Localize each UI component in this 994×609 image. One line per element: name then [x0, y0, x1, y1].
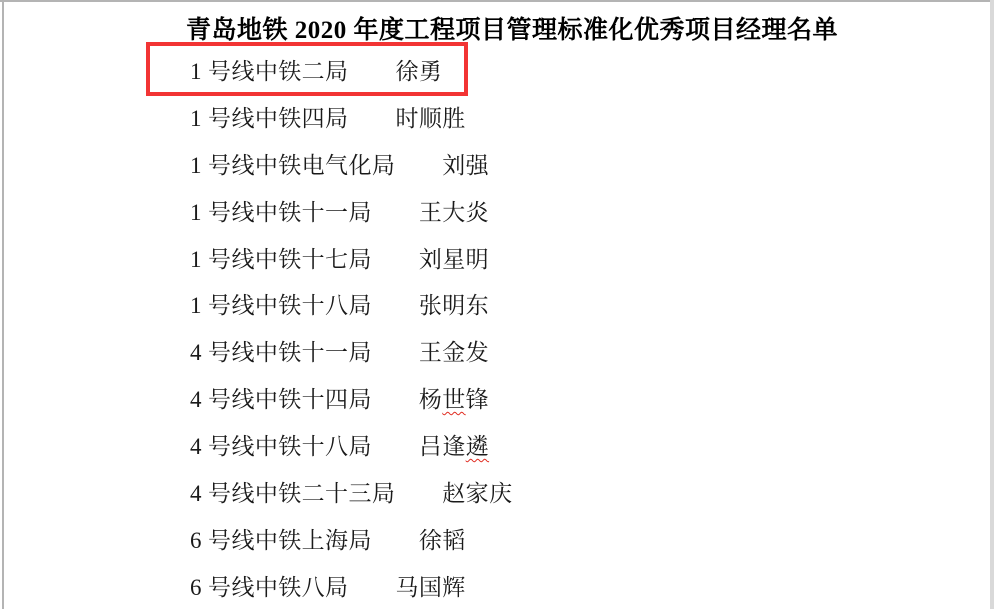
- list-item: [190, 280, 950, 327]
- manager-name: 刘强: [442, 152, 490, 178]
- line-company: 1 号线中铁十七局: [190, 246, 372, 272]
- line-company: 1 号线中铁四局: [190, 105, 349, 131]
- page-right-border: [990, 0, 994, 609]
- manager-list: [190, 46, 950, 609]
- list-item: [190, 327, 950, 374]
- spellcheck-squiggle: 世: [442, 387, 466, 413]
- list-item: [190, 562, 950, 609]
- list-item: [190, 46, 950, 93]
- list-item: [190, 374, 950, 421]
- list-item: [190, 93, 950, 140]
- manager-name: 张明东: [418, 293, 490, 319]
- spellcheck-squiggle: 遴: [465, 434, 490, 460]
- line-company: 1 号线中铁二局: [190, 58, 349, 84]
- list-item: [190, 468, 950, 515]
- manager-name: 杨世锋: [418, 387, 490, 413]
- manager-name: 王金发: [418, 340, 490, 366]
- list-item: [190, 421, 950, 468]
- line-company: 6 号线中铁上海局: [190, 527, 372, 553]
- list-item: [190, 234, 950, 281]
- list-item: [190, 187, 950, 234]
- line-company: 4 号线中铁十八局: [190, 434, 372, 460]
- line-company: 1 号线中铁十一局: [190, 199, 372, 225]
- line-company: 6 号线中铁八局: [190, 574, 349, 600]
- manager-name: 徐韬: [418, 527, 466, 553]
- manager-name: 吕逢遴: [418, 434, 490, 460]
- manager-name: 赵家庆: [442, 480, 513, 506]
- page-title: 青岛地铁 2020 年度工程项目管理标准化优秀项目经理名单: [186, 17, 839, 44]
- manager-name: 马国辉: [395, 574, 466, 600]
- manager-name: 时顺胜: [395, 105, 466, 131]
- line-company: 4 号线中铁二十三局: [190, 480, 396, 506]
- manager-name: 徐勇: [395, 58, 443, 84]
- line-company: 1 号线中铁十八局: [190, 293, 372, 319]
- list-item: [190, 515, 950, 562]
- manager-name: 王大炎: [418, 199, 490, 225]
- manager-name: 刘星明: [418, 246, 490, 272]
- page-left-border: [2, 0, 4, 609]
- list-item: [190, 140, 950, 187]
- line-company: 1 号线中铁电气化局: [190, 152, 396, 178]
- line-company: 4 号线中铁十四局: [190, 387, 372, 413]
- line-company: 4 号线中铁十一局: [190, 340, 372, 366]
- page-top-border: [0, 0, 994, 2]
